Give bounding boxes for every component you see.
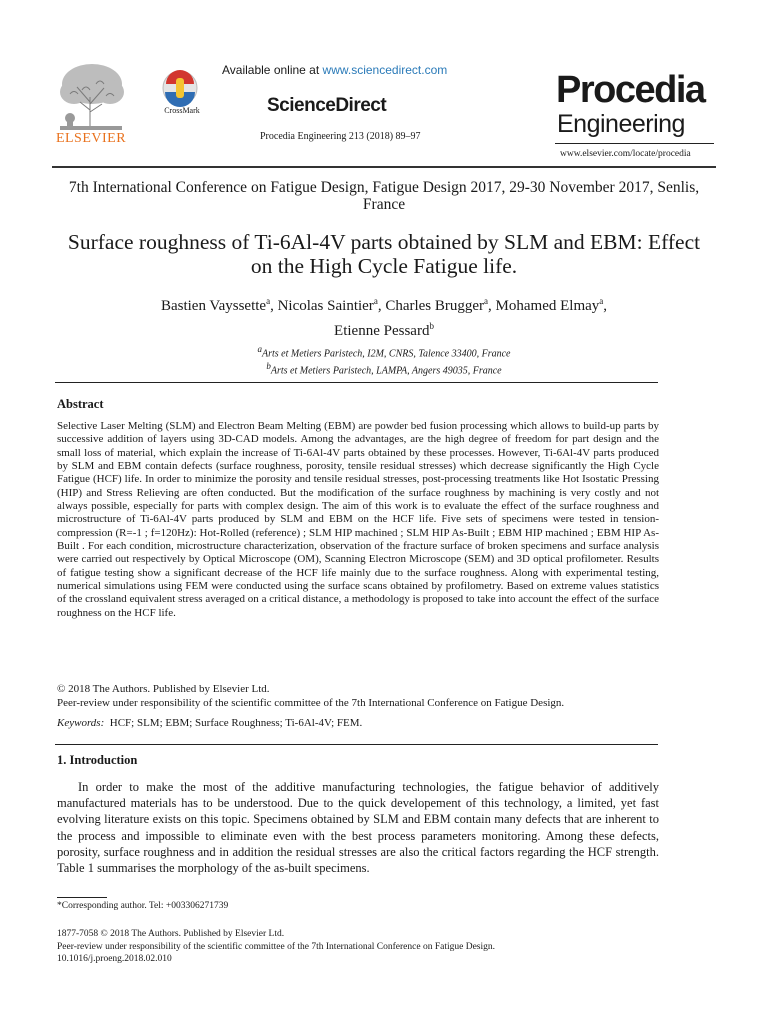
journal-url: www.elsevier.com/locate/procedia xyxy=(560,149,691,159)
affiliation-mark: a xyxy=(373,296,378,306)
page-footer xyxy=(57,928,495,966)
header-divider xyxy=(52,166,716,168)
copyright-notice xyxy=(57,682,564,710)
abstract-heading: Abstract xyxy=(57,397,104,411)
author-list: Bastien Vayssette$^a$, Nicolas Saintier$^a$, Charles Brugger$^a$, Mohamed Elmay$^a$, Etienne Pessard$^b$ xyxy=(160,296,608,339)
elsevier-wordmark: ELSEVIER xyxy=(55,131,127,146)
sciencedirect-link[interactable]: www.sciencedirect.com xyxy=(322,63,448,77)
abstract-bottom-rule xyxy=(55,744,658,745)
conference-name: 7th International Conference on Fatigue Design, Fatigue Design 2017, 29-30 November 2017, Senlis, France xyxy=(68,179,700,213)
affiliation-mark: a xyxy=(484,296,489,306)
peer-review-footer: Peer-review under responsibility of the scientific committee of the 7th International Conference on Fatigue Design. xyxy=(57,941,495,952)
affiliation-mark: b xyxy=(429,321,434,331)
footnote-rule xyxy=(57,897,107,898)
logo-divider xyxy=(555,143,714,144)
available-online-line xyxy=(222,63,447,77)
abstract-top-rule xyxy=(55,382,658,383)
issn-line: 1877-7058 © 2018 The Authors. Published by Elsevier Ltd. xyxy=(57,929,285,939)
section-heading-introduction: 1. Introduction xyxy=(57,753,138,767)
peer-review-line: Peer-review under responsibility of the scientific committee of the 7th International Conference on Fatigue Design. xyxy=(57,697,565,709)
author: Mohamed Elmay xyxy=(495,298,600,314)
copyright-line: © 2018 The Authors. Published by Elsevier Ltd. xyxy=(57,683,270,695)
paper-title: Surface roughness of Ti-6Al-4V parts obtained by SLM and EBM: Effect on the High Cycle Fatigue life. xyxy=(67,230,701,278)
affiliation xyxy=(55,360,713,377)
crossmark-label: CrossMark xyxy=(164,106,200,115)
keywords-list: HCF; SLM; EBM; Surface Roughness; Ti-6Al-4V; FEM. xyxy=(109,717,363,729)
corresponding-author-footnote: *Corresponding author. Tel: +003306271739 xyxy=(57,901,229,911)
affiliation xyxy=(55,343,713,360)
procedia-engineering-subtitle: Engineering xyxy=(557,110,685,138)
author: Nicolas Saintier xyxy=(277,298,374,314)
affiliation-mark: a xyxy=(257,344,262,354)
abstract-text: Selective Laser Melting (SLM) and Electron Beam Melting (EBM) are powder bed fusion processing which allows to build-up parts by successive addition of layers using 3D-CAD models. Among the advantages, are the high degree of freedom for part design and the small loss of material, which explain the increase of Ti-6Al-4V parts obtained by these processes. However, Ti-6Al-4V parts produced by SLM and EBM contain defects (surface roughness, porosity, tensile residual stresses) which decrease significantly the High Cycle Fatigue (HCF) life. In order to minimize the porosity and tensile residual stresses, post-processing treatments like Hot Isostatic Pressing (HIP) and Stress Relieving are often conducted. But the modification of the surface roughness by machining is very costly and not always possible, especially for parts with complex design. The aim of this work is to evaluate the effect of the surface roughness and microstructure of Ti-6Al-4V parts produced by SLM and EBM on the HCF life. Five sets of specimens were tested in tension-compression (R=-1 ; f=120Hz): Hot-Rolled (reference) ; SLM HIP machined ; SLM HIP As-Built ; EBM HIP machined ; EBM HIP As-Built . For each condition, microstructure characterization, observation of the fracture surface of broken specimens and surface analysis were carried out respectively by Optical Microscope (OM), Scanning Electron Microscope (SEM) and 3D optical profilometer. Results of fatigue testing show a significant decrease of the HCF life mainly due to the surface roughness. Along with experimental testing, numerical simulations using FEM were conducted using the surface scans obtained by profilometry. Based on extreme values statistics of the crossland equivalent stress averaged on a critical distance, a methodology is proposed to take into account the effect of the surface roughness on the HCF life. xyxy=(57,420,659,619)
author: Bastien Vayssette xyxy=(160,298,267,314)
procedia-logo: Procedia xyxy=(556,69,705,111)
keywords-label: Keywords: xyxy=(57,717,105,729)
affiliation-mark: a xyxy=(266,296,271,306)
available-prefix: Available online at xyxy=(222,63,323,77)
doi[interactable]: 10.1016/j.proeng.2018.02.010 xyxy=(57,954,172,964)
affiliation-text: Arts et Metiers Paristech, LAMPA, Angers 49035, France xyxy=(270,365,502,377)
author: Charles Brugger xyxy=(385,298,485,314)
author: Etienne Pessard xyxy=(334,323,430,339)
introduction-text: In order to make the most of the additive manufacturing technologies, the fatigue behavior of additively manufactured materials has to be understood. Due to the quick developement of this technology, a limited, yet fast evolving literature exists on this topic. Specimens obtained by SLM and EBM contain many defects that are inherent to the process and impossible to eliminate even with the best process parameters monitoring. Among these defects, porosity, surface roughness and in addition the residual stresses are also the critical factors regarding the HCF strength. Table 1 summarises the morphology of the as-built specimens. xyxy=(57,780,659,876)
keywords xyxy=(57,717,362,729)
affiliation-mark: a xyxy=(599,296,604,306)
affiliation-text: Arts et Metiers Paristech, I2M, CNRS, Talence 33400, France xyxy=(262,348,511,360)
affiliation-mark: b xyxy=(266,361,271,372)
affiliations xyxy=(55,343,713,378)
sciencedirect-logo: ScienceDirect xyxy=(267,95,387,116)
journal-reference: Procedia Engineering 213 (2018) 89–97 xyxy=(260,131,421,142)
